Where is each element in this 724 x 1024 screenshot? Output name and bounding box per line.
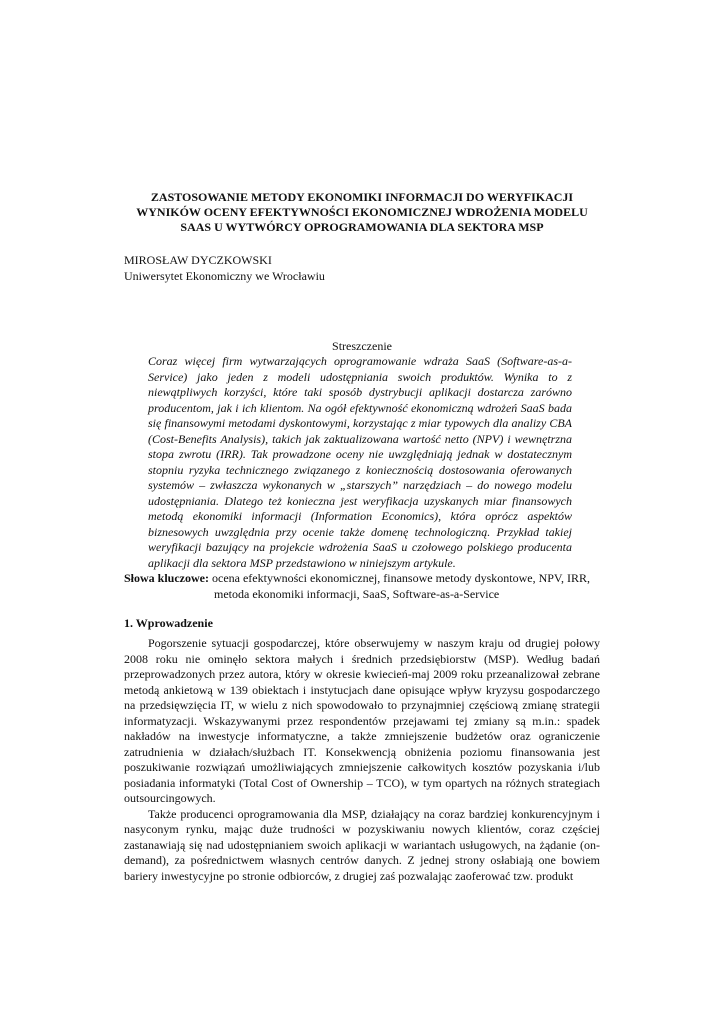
abstract-heading: Streszczenie bbox=[332, 339, 392, 353]
author-affiliation: Uniwersytet Ekonomiczny we Wrocławiu bbox=[124, 269, 325, 283]
section-heading: 1. Wprowadzenie bbox=[124, 616, 213, 630]
author-name: MIROSŁAW DYCZKOWSKI bbox=[124, 253, 272, 267]
section-body bbox=[124, 636, 600, 884]
keywords-line-1: ocena efektywności ekonomicznej, finansowe metody dyskontowe, NPV, IRR, bbox=[212, 571, 591, 585]
paragraph: Także producenci oprogramowania dla MSP, działający na coraz bardziej konkurencyjnym i nasyconym rynku, mając duże trudności w pozyskiwaniu nowych klientów, coraz częściej zastanawiają się nad udostępnianiem swoich aplikacji w wariantach usługowych, na żądanie (on-demand), za pośrednictwem własnych centrów danych. Z jednej strony osłabiają one bowiem bariery inwestycyjne po stronie odbiorców, z drugiej zaś pozwalając zaoferować tzw. produkt bbox=[124, 806, 600, 883]
keywords-label: Słowa kluczowe: bbox=[124, 571, 209, 585]
keywords-line-2: metoda ekonomiki informacji, SaaS, Software-as-a-Service bbox=[214, 587, 500, 601]
paragraph: Pogorszenie sytuacji gospodarczej, które obserwujemy w naszym kraju od drugiej połowy 2008 roku nie ominęło sektora małych i średnich przedsiębiorstw (MSP). Według badań przeprowadzonych przez autora, który w okresie kwiecień-maj 2009 roku przeanalizował zebrane metodą ankietową w 139 obiektach i instytucjach dane opisujące wpływ kryzysu gospodarczego na przedsięwzięcia IT, w wielu z nich spowodowało to przynajmniej częściową zmianę strategii informatyzacji. Wskazywanymi przez respondentów przejawami tej zmiany są m.in.: spadek nakładów na inwestycje informatyczne, a także zmniejszenie budżetów oraz ograniczenie zatrudnienia w działach/służbach IT. Konsekwencją obniżenia poziomu finansowania jest poszukiwanie rozwiązań umożliwiających zmniejszenie całkowitych kosztów pozyskania i/lub posiadania informatyki (Total Cost of Ownership – TCO), w tym opartych na różnych strategiach outsourcingowych. bbox=[124, 636, 600, 805]
abstract-text: Coraz więcej firm wytwarzających oprogramowanie wdraża SaaS (Software-as-a-Service) jako jeden z modeli udostępniania swoich produktów. Wynika to z niewątpliwych korzyści, które taki sposób dystrybucji aplikacji dostarcza zarówno producentom, jak i ich klientom. Na ogół efektywność ekonomiczną wdrożeń SaaS bada się finansowymi metodami dyskontowymi, korzystając z miar typowych dla analizy CBA (Cost-Benefits Analysis), takich jak zaktualizowana wartość netto (NPV) i wewnętrzna stopa zwrotu (IRR). Tak prowadzone oceny nie uwzględniają jednak w dostatecznym stopniu ryzyka technicznego związanego z koniecznością dostosowania oferowanych systemów – zwłaszcza wykonanych w „starszych” narzędziach – do nowego modelu udostępniania. Dlatego też konieczna jest weryfikacja uzyskanych miar finansowych metodą ekonomiki informacji (Information Economics), która oprócz aspektów biznesowych uwzględnia przy ocenie także domenę technologiczną. Przykład takiej weryfikacji bazujący na projekcie wdrożenia SaaS u czołowego polskiego producenta aplikacji dla sektora MSP przedstawiono w niniejszym artykule. bbox=[148, 354, 572, 570]
article-title: ZASTOSOWANIE METODY EKONOMIKI INFORMACJI DO WERYFIKACJI WYNIKÓW OCENY EFEKTYWNOŚCI EKONOMICZNEJ WDROŻENIA MODELU SAAS U WYTWÓRCY OPROGRAMOWANIA DLA SEKTORA MSP bbox=[136, 190, 588, 234]
keywords bbox=[124, 570, 600, 602]
